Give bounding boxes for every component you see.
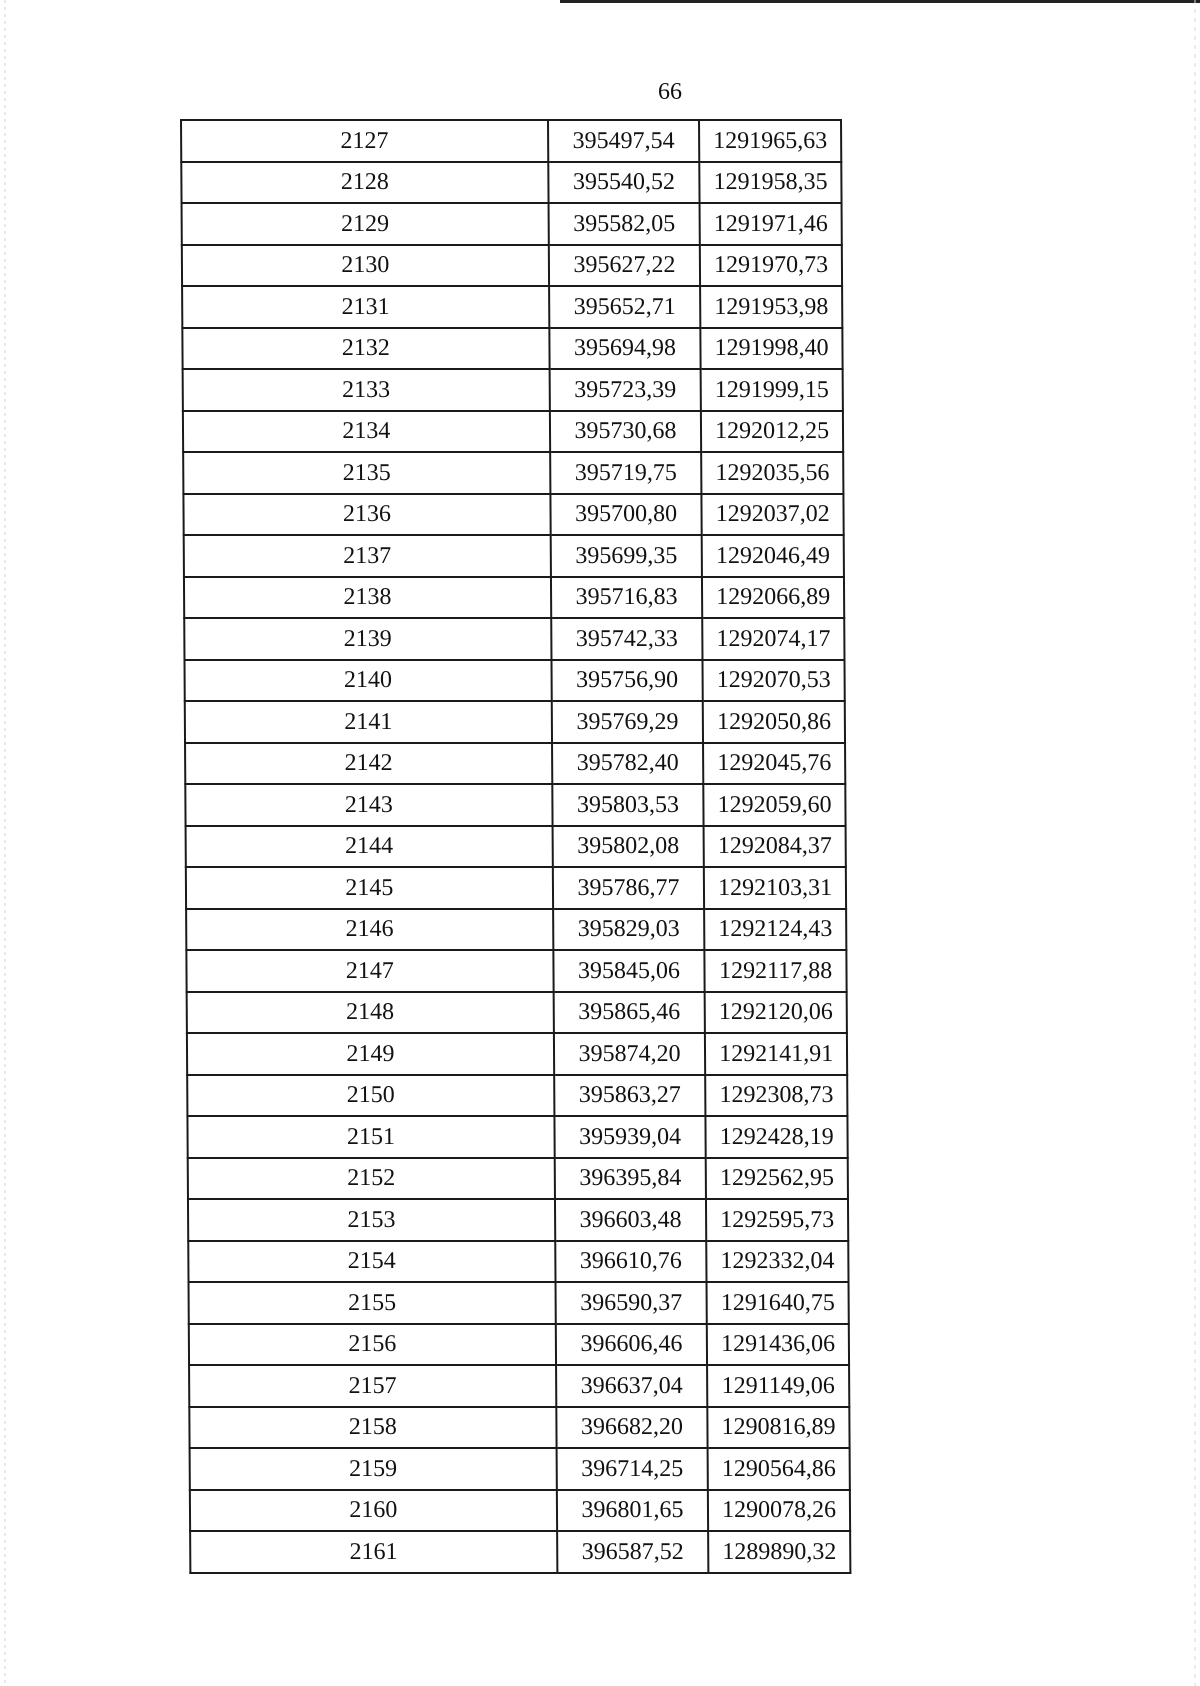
point-number-cell: 2158 (189, 1407, 556, 1449)
y-coordinate-cell: 1291436,06 (707, 1324, 849, 1366)
x-coordinate-cell: 395723,39 (549, 369, 701, 411)
x-coordinate-cell: 395786,77 (553, 867, 705, 909)
table-row (189, 1365, 849, 1407)
table-row (183, 411, 843, 453)
table-row (182, 203, 842, 245)
y-coordinate-cell: 1292120,06 (705, 992, 847, 1034)
point-number-cell: 2137 (184, 535, 551, 577)
point-number-cell: 2149 (187, 1033, 554, 1075)
y-coordinate-cell: 1292595,73 (706, 1199, 848, 1241)
x-coordinate-cell: 395756,90 (551, 660, 703, 702)
point-number-cell: 2143 (185, 784, 552, 826)
point-number-cell: 2151 (187, 1116, 554, 1158)
point-number-cell: 2136 (183, 494, 550, 536)
point-number-cell: 2128 (181, 162, 548, 204)
table-row (184, 618, 844, 660)
table-row (190, 1531, 850, 1573)
x-coordinate-cell: 395939,04 (554, 1116, 706, 1158)
y-coordinate-cell: 1292050,86 (703, 701, 845, 743)
point-number-cell: 2132 (182, 328, 549, 370)
x-coordinate-cell: 395803,53 (552, 784, 704, 826)
table-row (185, 784, 845, 826)
table-row (184, 577, 844, 619)
y-coordinate-cell: 1289890,32 (708, 1531, 850, 1573)
y-coordinate-cell: 1292117,88 (705, 950, 847, 992)
point-number-cell: 2150 (187, 1075, 554, 1117)
x-coordinate-cell: 395694,98 (549, 328, 701, 370)
y-coordinate-cell: 1291965,63 (699, 120, 841, 162)
y-coordinate-cell: 1292059,60 (704, 784, 846, 826)
table-row (181, 162, 841, 204)
table-row (182, 286, 842, 328)
x-coordinate-cell: 395700,80 (550, 494, 702, 536)
table-row (185, 743, 845, 785)
y-coordinate-cell: 1292562,95 (706, 1158, 848, 1200)
table-row (183, 494, 843, 536)
point-number-cell: 2131 (182, 286, 549, 328)
point-number-cell: 2154 (188, 1241, 555, 1283)
x-coordinate-cell: 396603,48 (555, 1199, 707, 1241)
y-coordinate-cell: 1291958,35 (700, 162, 842, 204)
table-row (186, 950, 846, 992)
y-coordinate-cell: 1291999,15 (701, 369, 843, 411)
x-coordinate-cell: 395782,40 (552, 743, 704, 785)
point-number-cell: 2127 (181, 120, 548, 162)
table-row (186, 826, 846, 868)
point-number-cell: 2138 (184, 577, 551, 619)
table-row (181, 120, 841, 162)
point-number-cell: 2159 (190, 1448, 557, 1490)
table-row (188, 1158, 848, 1200)
x-coordinate-cell: 396682,20 (556, 1407, 708, 1449)
y-coordinate-cell: 1291953,98 (700, 286, 842, 328)
table-row (187, 992, 847, 1034)
point-number-cell: 2144 (186, 826, 553, 868)
point-number-cell: 2152 (188, 1158, 555, 1200)
point-number-cell: 2146 (186, 909, 553, 951)
scan-left-edge (4, 0, 6, 1686)
x-coordinate-cell: 395865,46 (553, 992, 705, 1034)
y-coordinate-cell: 1292141,91 (705, 1033, 847, 1075)
point-number-cell: 2141 (185, 701, 552, 743)
x-coordinate-cell: 396590,37 (555, 1282, 707, 1324)
scan-right-edge (1194, 0, 1196, 1686)
point-number-cell: 2157 (189, 1365, 556, 1407)
y-coordinate-cell: 1291971,46 (700, 203, 842, 245)
x-coordinate-cell: 396801,65 (557, 1490, 709, 1532)
scan-top-edge (560, 0, 1200, 3)
table-row (182, 328, 842, 370)
x-coordinate-cell: 395540,52 (548, 162, 700, 204)
point-number-cell: 2140 (184, 660, 551, 702)
y-coordinate-cell: 1290816,89 (708, 1407, 850, 1449)
x-coordinate-cell: 395863,27 (554, 1075, 706, 1117)
x-coordinate-cell: 395845,06 (553, 950, 705, 992)
y-coordinate-cell: 1291970,73 (700, 245, 842, 287)
x-coordinate-cell: 395652,71 (549, 286, 701, 328)
table-row (183, 452, 843, 494)
y-coordinate-cell: 1292428,19 (706, 1116, 848, 1158)
y-coordinate-cell: 1291149,06 (707, 1365, 849, 1407)
y-coordinate-cell: 1290078,26 (708, 1490, 850, 1532)
point-number-cell: 2145 (186, 867, 553, 909)
x-coordinate-cell: 395769,29 (552, 701, 704, 743)
point-number-cell: 2134 (183, 411, 550, 453)
point-number-cell: 2139 (184, 618, 551, 660)
table-row (186, 909, 846, 951)
table-row (189, 1282, 849, 1324)
x-coordinate-cell: 396606,46 (556, 1324, 708, 1366)
x-coordinate-cell: 395699,35 (550, 535, 702, 577)
y-coordinate-cell: 1292332,04 (706, 1241, 848, 1283)
y-coordinate-cell: 1292045,76 (703, 743, 845, 785)
table-row (187, 1033, 847, 1075)
y-coordinate-cell: 1292084,37 (704, 826, 846, 868)
table-row (189, 1324, 849, 1366)
y-coordinate-cell: 1291640,75 (707, 1282, 849, 1324)
table-row (190, 1490, 850, 1532)
x-coordinate-cell: 396610,76 (555, 1241, 707, 1283)
x-coordinate-cell: 395802,08 (552, 826, 704, 868)
y-coordinate-cell: 1292046,49 (702, 535, 844, 577)
point-number-cell: 2133 (183, 369, 550, 411)
point-number-cell: 2155 (189, 1282, 556, 1324)
y-coordinate-cell: 1292124,43 (704, 909, 846, 951)
x-coordinate-cell: 395627,22 (549, 245, 701, 287)
table-row (187, 1116, 847, 1158)
y-coordinate-cell: 1290564,86 (708, 1448, 850, 1490)
point-number-cell: 2135 (183, 452, 550, 494)
table-row (190, 1448, 850, 1490)
point-number-cell: 2147 (186, 950, 553, 992)
point-number-cell: 2148 (187, 992, 554, 1034)
x-coordinate-cell: 396395,84 (554, 1158, 706, 1200)
x-coordinate-cell: 395829,03 (553, 909, 705, 951)
x-coordinate-cell: 396714,25 (556, 1448, 708, 1490)
y-coordinate-cell: 1292035,56 (701, 452, 843, 494)
table-row (183, 369, 843, 411)
y-coordinate-cell: 1292070,53 (703, 660, 845, 702)
point-number-cell: 2153 (188, 1199, 555, 1241)
point-number-cell: 2160 (190, 1490, 557, 1532)
y-coordinate-cell: 1291998,40 (701, 328, 843, 370)
table-row (185, 701, 845, 743)
y-coordinate-cell: 1292066,89 (702, 577, 844, 619)
y-coordinate-cell: 1292103,31 (704, 867, 846, 909)
point-number-cell: 2161 (190, 1531, 557, 1573)
y-coordinate-cell: 1292074,17 (702, 618, 844, 660)
y-coordinate-cell: 1292037,02 (702, 494, 844, 536)
y-coordinate-cell: 1292012,25 (701, 411, 843, 453)
x-coordinate-cell: 395582,05 (548, 203, 700, 245)
x-coordinate-cell: 395719,75 (550, 452, 702, 494)
x-coordinate-cell: 395874,20 (554, 1033, 706, 1075)
table-row (189, 1407, 849, 1449)
x-coordinate-cell: 396587,52 (557, 1531, 709, 1573)
point-number-cell: 2129 (182, 203, 549, 245)
table-row (184, 660, 844, 702)
x-coordinate-cell: 395716,83 (551, 577, 703, 619)
y-coordinate-cell: 1292308,73 (705, 1075, 847, 1117)
table-row (182, 245, 842, 287)
point-number-cell: 2156 (189, 1324, 556, 1366)
table-row (188, 1241, 848, 1283)
table-row (184, 535, 844, 577)
table-row (187, 1075, 847, 1117)
point-number-cell: 2130 (182, 245, 549, 287)
x-coordinate-cell: 396637,04 (556, 1365, 708, 1407)
x-coordinate-cell: 395742,33 (551, 618, 703, 660)
coordinates-table-body (181, 120, 850, 1573)
table-row (188, 1199, 848, 1241)
coordinates-table (180, 119, 851, 1574)
x-coordinate-cell: 395730,68 (550, 411, 702, 453)
page-number: 66 (658, 79, 682, 105)
table-row (186, 867, 846, 909)
x-coordinate-cell: 395497,54 (548, 120, 700, 162)
point-number-cell: 2142 (185, 743, 552, 785)
